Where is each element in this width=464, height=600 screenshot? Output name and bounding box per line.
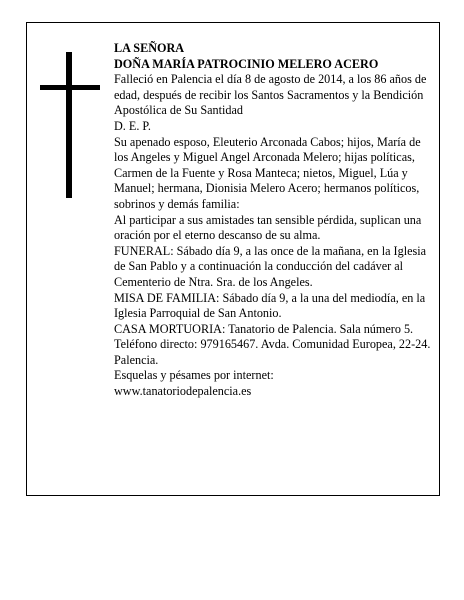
notice-title: LA SEÑORA (114, 41, 185, 55)
cross-icon (40, 52, 100, 202)
obituary-notice (26, 22, 440, 496)
wake-paragraph: CASA MORTUORIA: Tanatorio de Palencia. Sala número 5. Teléfono directo: 979165467. Avda. Comunidad Europea, 22-24. Palencia. (114, 321, 431, 367)
dep-line: D. E. P. (114, 118, 151, 133)
death-paragraph: Falleció en Palencia el día 8 de agosto de 2014, a los 86 años de edad, después de recibir los Santos Sacramentos y la Bendición Apostólica de Su Santidad (114, 72, 427, 118)
request-paragraph: Al participar a sus amistades tan sensible pérdida, suplican una oración por el eterno descanso de su alma. (114, 212, 422, 243)
cross-vertical-bar (66, 52, 72, 198)
funeral-paragraph: FUNERAL: Sábado día 9, a las once de la mañana, en la Iglesia de San Pablo y a continuación la conducción del cadáver al Cementerio de Ntra. Sra. de los Angeles. (114, 243, 427, 289)
deceased-name: DOÑA MARÍA PATROCINIO MELERO ACERO (114, 56, 379, 71)
family-paragraph: Su apenado esposo, Eleuterio Arconada Cabos; hijos, María de los Angeles y Miguel Angel Arconada Melero; hijas políticas, Carmen de la Fuente y Rosa Manteca; nietos, Miguel, Lúa y Manuel; hermana, Dionisia Melero Acero; hermanos políticos, sobrinos y demás familia: (114, 134, 421, 211)
website-link[interactable]: www.tanatoriodepalencia.es (114, 384, 252, 399)
online-condolences-label: Esquelas y pésames por internet: (114, 368, 274, 383)
cross-horizontal-bar (40, 85, 100, 90)
obituary-text (114, 41, 436, 400)
mass-paragraph: MISA DE FAMILIA: Sábado día 9, a la una del mediodía, en la Iglesia Parroquial de San Antonio. (114, 290, 426, 321)
